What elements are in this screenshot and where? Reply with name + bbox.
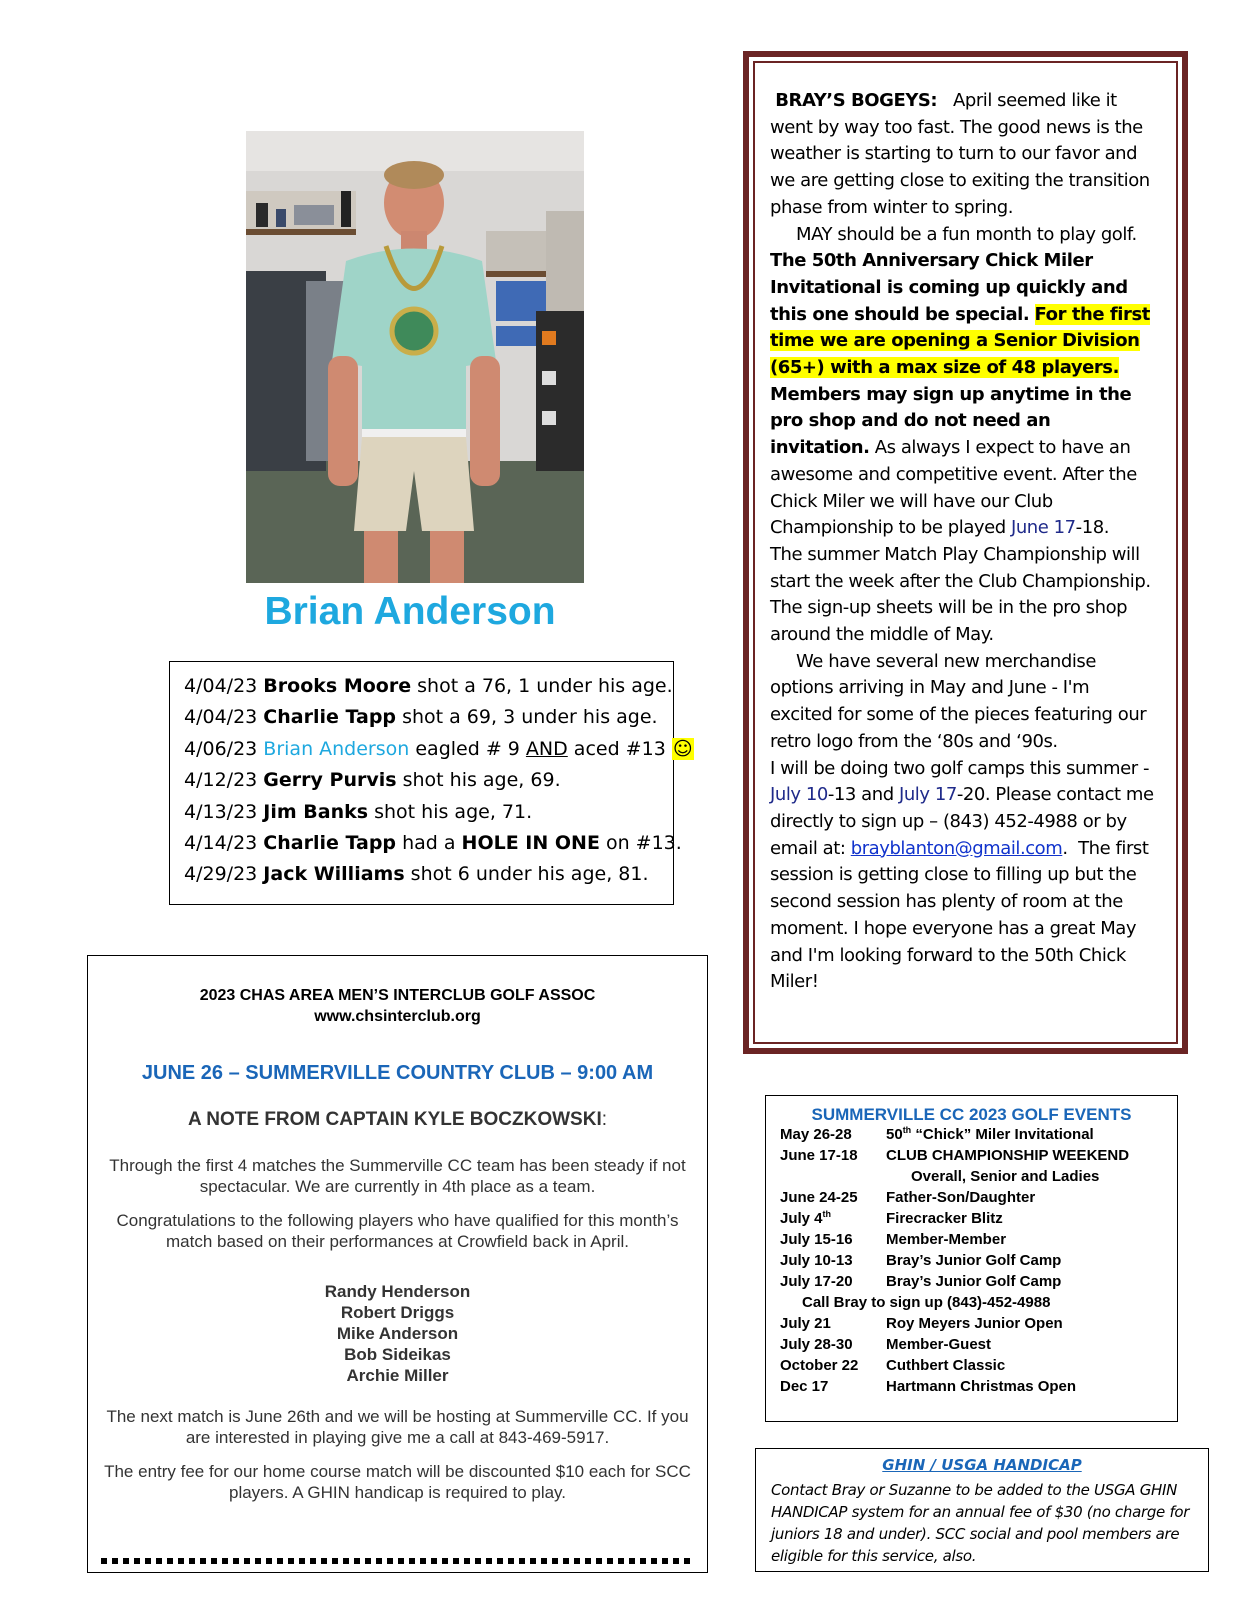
achievement-row: 4/12/23 Gerry Purvis shot his age, 69. (184, 769, 561, 792)
interclub-title: 2023 CHAS AREA MEN’S INTERCLUB GOLF ASSOC (199, 987, 596, 1004)
interclub-website[interactable]: www.chsinterclub.org (314, 1008, 481, 1025)
event-row: July 28-30 Member-Guest (780, 1336, 992, 1353)
golfer-photo-image (246, 131, 584, 583)
photo-caption: Brian Anderson (264, 590, 556, 633)
ghin-body: Contact Bray or Suzanne to be added to the USGA GHIN HANDICAP system for an annual fee of $30 (no charge for juniors 18 and under). SCC social and pool members are eligible for this service, also. (771, 1481, 1190, 1565)
event-row: May 26-28 50th “Chick” Miler Invitational (780, 1125, 1094, 1143)
player-name: Mike Anderson (336, 1324, 459, 1343)
event-row: July 15-16 Member-Member (780, 1231, 1007, 1248)
player-name: Randy Henderson (324, 1282, 471, 1301)
event-subrow: Overall, Senior and Ladies (911, 1168, 1100, 1185)
interclub-paragraph-1: Through the first 4 matches the Summerville CC team has been steady if not spectacular. We are currently in 4th place as a team. (109, 1156, 686, 1196)
captain-note-heading: A NOTE FROM CAPTAIN KYLE BOCZKOWSKI: (187, 1109, 608, 1130)
achievement-row: 4/29/23 Jack Williams shot 6 under his age, 81. (184, 863, 649, 886)
brays-bogeys-text (770, 88, 1155, 996)
interclub-paragraph-3: The next match is June 26th and we will be hosting at Summerville CC. If you are interested in playing give me a call at 843-469-5917. (106, 1407, 689, 1447)
ghin-handicap-box (755, 1448, 1209, 1572)
achievements-box (169, 661, 693, 905)
dotted-divider (101, 1558, 695, 1564)
event-row: June 17-18 CLUB CHAMPIONSHIP WEEKEND (780, 1147, 1130, 1164)
event-row: Dec 17 Hartmann Christmas Open (780, 1378, 1077, 1395)
senior-division-highlight: For the first time we are opening a Senior Division (65+) with a max size of 48 players. (770, 303, 1150, 379)
qualified-players-list (88, 1281, 707, 1386)
event-row: June 24-25 Father-Son/Daughter (780, 1189, 1036, 1206)
bogeys-heading: BRAY’S BOGEYS: (775, 90, 938, 111)
bogeys-paragraph-3: We have several new merchandise options arriving in May and June - I'm excited for some of the pieces featuring our retro logo from the ‘80s and ‘90s. (770, 650, 1147, 752)
event-row: July 17-20 Bray’s Junior Golf Camp (780, 1273, 1062, 1290)
interclub-paragraph-2: Congratulations to the following players who have qualified for this month’s match based on their performances at Crowfield back in April. (116, 1211, 679, 1251)
match-heading: JUNE 26 – SUMMERVILLE COUNTRY CLUB – 9:00 AM (141, 1062, 654, 1084)
photo-brian-anderson (246, 131, 584, 583)
player-name: Archie Miller (346, 1366, 449, 1385)
event-row: July 21 Roy Meyers Junior Open (780, 1315, 1063, 1332)
interclub-paragraph-4: The entry fee for our home course match will be discounted $10 each for SCC players. A GHIN handicap is required to play. (104, 1462, 691, 1502)
event-row: July 10-13 Bray’s Junior Golf Camp (780, 1252, 1062, 1269)
achievement-row: 4/14/23 Charlie Tapp had a HOLE IN ONE on #13. (184, 831, 682, 854)
event-row: October 22 Cuthbert Classic (780, 1357, 1006, 1374)
event-row: July 4th Firecracker Blitz (780, 1209, 1003, 1227)
interclub-box (87, 955, 708, 1573)
bogeys-paragraph-2: MAY should be a fun month to play golf. The 50th Anniversary Chick Miler Invitational is coming up quickly and this one should be special. For the first time we are opening a Senior Division (65+) with a max size of 48 players. Members may sign up anytime in the pro shop and do not need an invitation. As always I expect to have an awesome and competitive event. After the Chick Miler we will have our Club Championship to be played June 17-18. The summer Match Play Championship will start the week after the Club Championship. The sign-up sheets will be in the pro shop around the middle of May. (770, 223, 1156, 646)
events-heading: SUMMERVILLE CC 2023 GOLF EVENTS (811, 1105, 1132, 1124)
achievement-row: 4/04/23 Brooks Moore shot a 76, 1 under his age. (184, 675, 673, 697)
smiley-icon: ☺ (672, 737, 693, 760)
golf-events-box (765, 1095, 1178, 1422)
achievement-row: 4/06/23 Brian Anderson eagled # 9 AND aced #13 ☺ (184, 737, 693, 760)
bogeys-paragraph-1: BRAY’S BOGEYS: April seemed like it went by way too fast. The good news is the weather is starting to turn to our favor and we are getting close to exiting the transition phase from winter to spring. (770, 90, 1150, 218)
player-name: Bob Sideikas (344, 1345, 451, 1364)
event-subrow: Call Bray to sign up (843)-452-4988 (802, 1294, 1051, 1311)
player-name: Robert Driggs (340, 1303, 455, 1322)
achievement-row: 4/13/23 Jim Banks shot his age, 71. (184, 800, 533, 823)
ghin-heading[interactable]: GHIN / USGA HANDICAP (882, 1456, 1082, 1474)
brays-bogeys-box (743, 51, 1188, 1054)
bogeys-paragraph-4: I will be doing two golf camps this summer - July 10-13 and July 17-20. Please contact me directly to sign up – (843) 452-4988 or by email at: brayblanton@gmail.com. The first session is getting close to filling up but the second session has plenty of room at the moment. I hope everyone has a great May and I'm looking forward to the 50th Chick Miler! (770, 757, 1154, 993)
achievement-row: 4/04/23 Charlie Tapp shot a 69, 3 under his age. (184, 706, 658, 729)
email-link[interactable]: brayblanton@gmail.com (850, 837, 1063, 859)
